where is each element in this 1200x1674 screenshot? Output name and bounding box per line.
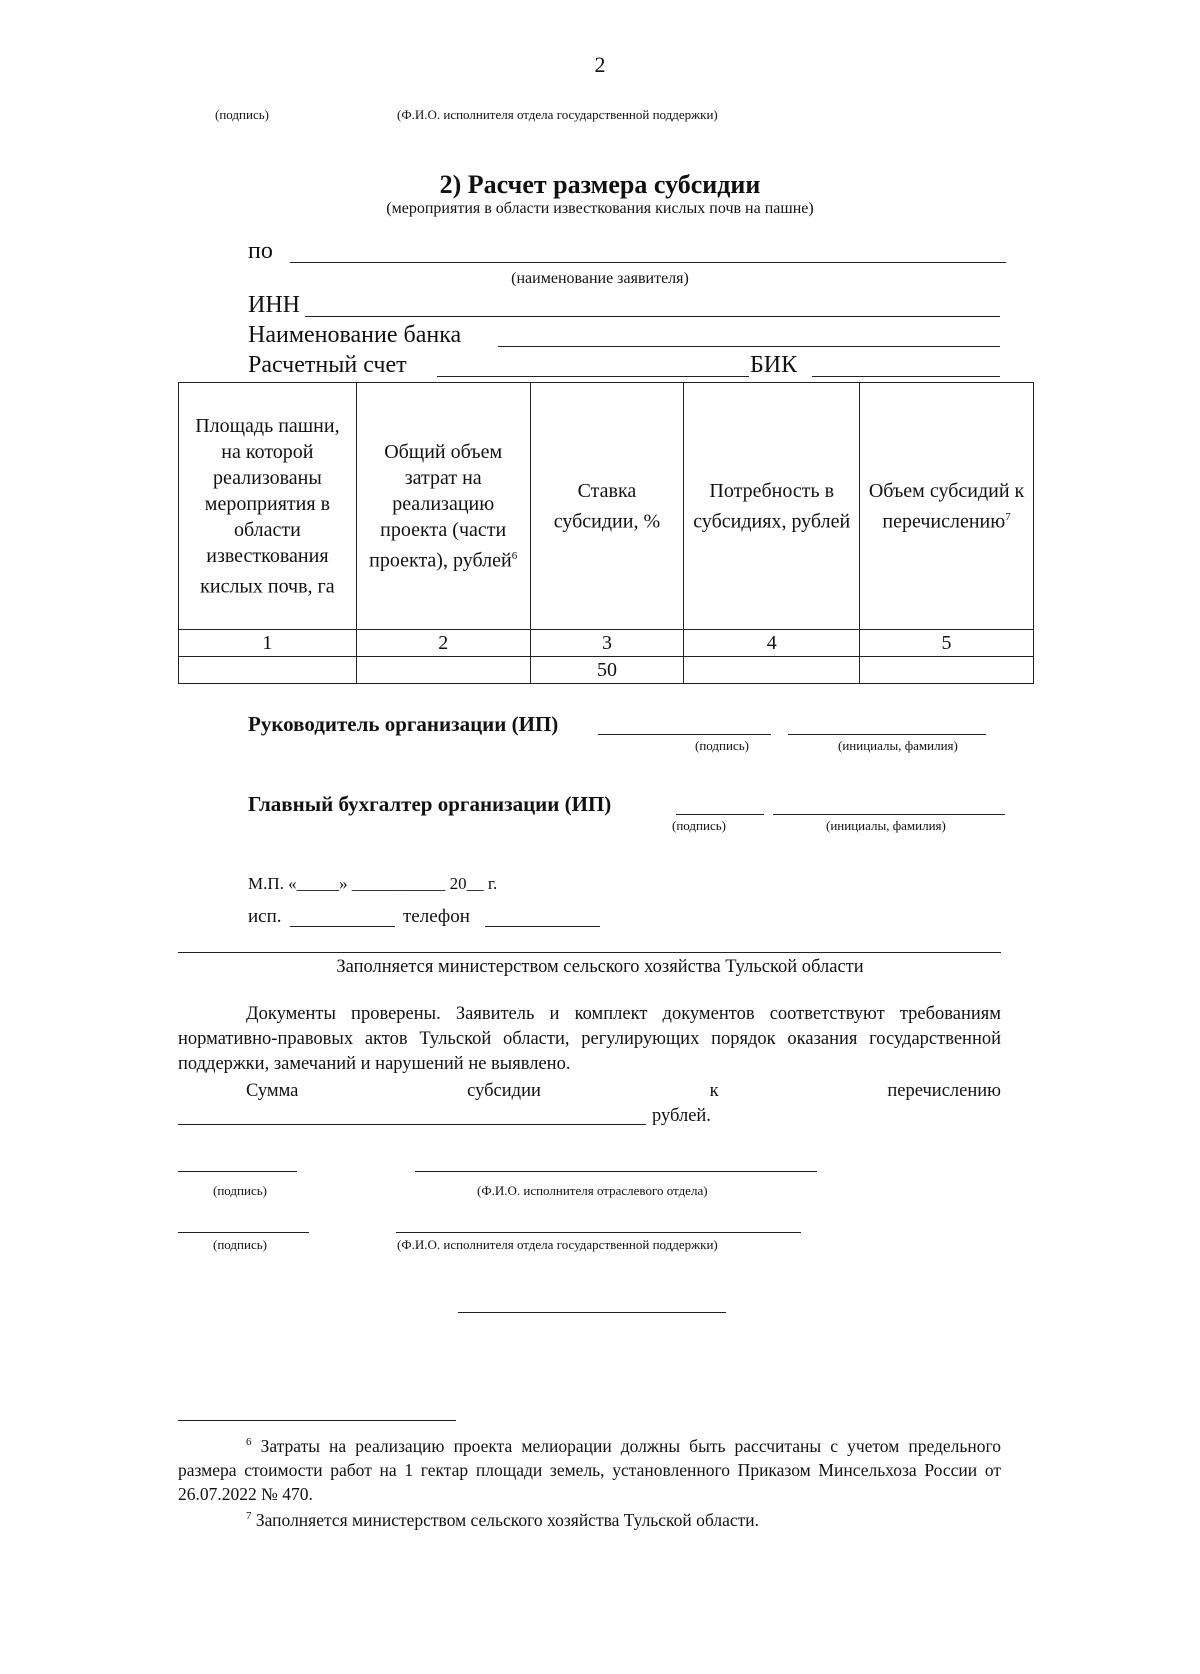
footnote-mark: 7 <box>246 1510 252 1522</box>
support-signature-caption: (подпись) <box>213 1237 267 1252</box>
top-signature-caption: (подпись) <box>215 107 269 122</box>
column-number: 4 <box>684 630 860 657</box>
header-subsidy-transfer: Объем субсидий к перечислению$^7$ <box>860 383 1034 630</box>
applicant-name-field[interactable] <box>290 262 1006 263</box>
stamp-date-line[interactable]: М.П. «_____» ___________ 20__ г. <box>248 874 498 893</box>
po-label: по <box>248 238 273 264</box>
header-area: Площадь пашни, на которой реализованы мероприятия в области известкования кислых почв, га <box>179 383 357 630</box>
head-signature-field[interactable] <box>598 734 771 735</box>
head-initials-field[interactable] <box>788 734 986 735</box>
header-subsidy-rate: Ставка субсидии, % <box>530 383 684 630</box>
footnote-text: Заполняется министерством сельского хозяйства Тульской области. <box>255 1509 760 1530</box>
bik-label: БИК <box>750 352 798 378</box>
footnote-text: Затраты на реализацию проекта мелиорации должны быть рассчитаны с учетом предельного размера стоимости работ на 1 гектар площади земель, установленного Приказом Минсельхоза России от 26.07.2022 № 470. <box>178 1435 1002 1504</box>
footnote-6 <box>178 1430 1001 1506</box>
footnote-mark: 6 <box>246 1436 252 1448</box>
footnote-divider <box>178 1420 456 1421</box>
ministry-section-heading: Заполняется министерством сельского хозяйства Тульской области <box>336 957 864 977</box>
footnote-7 <box>246 1504 759 1533</box>
phone-label: телефон <box>403 906 470 927</box>
column-number: 2 <box>356 630 530 657</box>
header-total-costs: Общий объем затрат на реализацию проекта (части проекта), рублей$^6$ <box>356 383 530 630</box>
column-number: 5 <box>860 630 1034 657</box>
industry-name-field[interactable] <box>415 1171 817 1172</box>
closing-divider <box>458 1312 726 1313</box>
support-name-field[interactable] <box>396 1232 801 1233</box>
cell-subsidy-transfer[interactable] <box>860 657 1034 684</box>
section-divider <box>178 952 1001 953</box>
column-number: 3 <box>530 630 684 657</box>
inn-field[interactable] <box>305 316 1000 317</box>
cell-area[interactable] <box>179 657 357 684</box>
accountant-initials-caption: (инициалы, фамилия) <box>826 818 946 833</box>
document-title: 2) Расчет размера субсидии <box>439 170 761 199</box>
cell-total-costs[interactable] <box>356 657 530 684</box>
column-number: 1 <box>179 630 357 657</box>
column-number-row <box>179 630 1034 657</box>
applicant-name-caption: (наименование заявителя) <box>511 270 689 287</box>
support-name-caption: (Ф.И.О. исполнителя отдела государственной поддержки) <box>397 1237 718 1252</box>
subsidy-sum-line: Сумма субсидии к перечислению <box>246 1081 1001 1101</box>
account-label: Расчетный счет <box>248 352 407 378</box>
executor-field[interactable] <box>290 926 395 927</box>
industry-name-caption: (Ф.И.О. исполнителя отраслевого отдела) <box>477 1183 708 1198</box>
subsidy-calculation-table <box>178 382 1034 684</box>
industry-signature-caption: (подпись) <box>213 1183 267 1198</box>
top-name-caption: (Ф.И.О. исполнителя отдела государственной поддержки) <box>397 107 718 122</box>
bik-field[interactable] <box>812 376 1000 377</box>
bank-name-field[interactable] <box>498 346 1000 347</box>
document-subtitle: (мероприятия в области известкования кислых почв на пашне) <box>386 200 814 217</box>
rubles-label: рублей. <box>652 1106 711 1126</box>
accountant-signature-field[interactable] <box>676 814 764 815</box>
ministry-section-paragraph: Документы проверены. Заявитель и комплект документов соответствуют требованиям нормативно-правовых актов Тульской области, регулирующих порядок оказания государственной поддержки, замечаний и нарушений не выявлено. <box>178 1004 1001 1074</box>
table-row <box>179 657 1034 684</box>
phone-field[interactable] <box>485 926 600 927</box>
accountant-signature-label: Главный бухгалтер организации (ИП) <box>248 792 612 816</box>
support-signature-field[interactable] <box>178 1232 309 1233</box>
inn-label: ИНН <box>248 292 300 318</box>
head-initials-caption: (инициалы, фамилия) <box>838 738 958 753</box>
accountant-initials-field[interactable] <box>773 814 1005 815</box>
head-signature-label: Руководитель организации (ИП) <box>248 712 559 736</box>
page-number: 2 <box>594 52 606 77</box>
head-signature-caption: (подпись) <box>695 738 749 753</box>
header-subsidy-need: Потребность в субсидиях, рублей <box>684 383 860 630</box>
bank-label: Наименование банка <box>248 322 462 348</box>
subsidy-sum-field[interactable] <box>178 1124 646 1125</box>
executor-label: исп. <box>248 906 282 927</box>
cell-subsidy-need[interactable] <box>684 657 860 684</box>
table-header-row <box>179 383 1034 630</box>
accountant-signature-caption: (подпись) <box>672 818 726 833</box>
industry-signature-field[interactable] <box>178 1171 297 1172</box>
account-field[interactable] <box>437 376 749 377</box>
cell-subsidy-rate: 50 <box>530 657 684 684</box>
